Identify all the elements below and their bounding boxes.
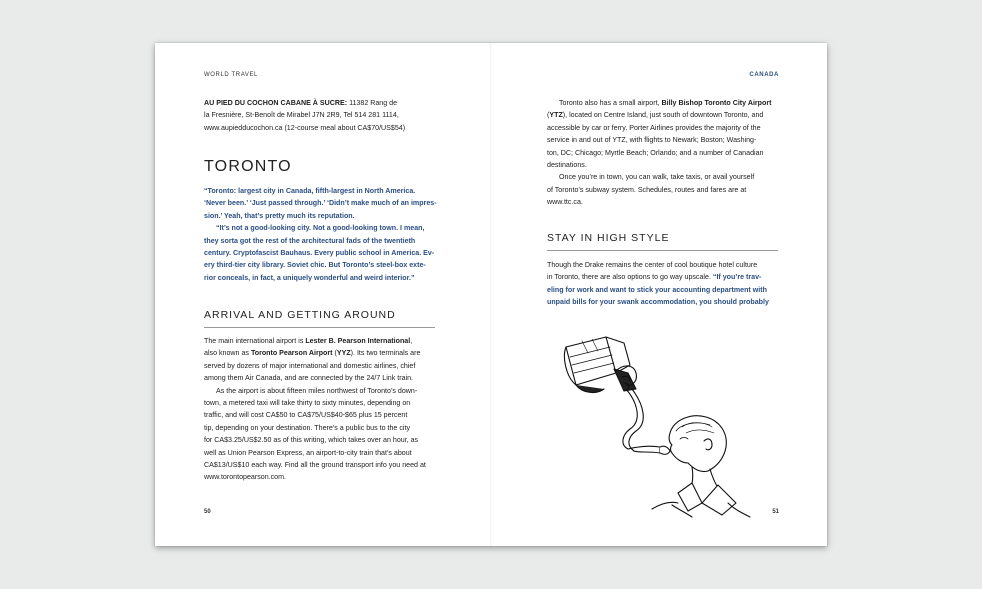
running-head-left: WORLD TRAVEL [204,72,258,78]
hotel-body: Though the Drake remains the center of cool boutique hotel culture in Toronto, there are also options to go way upscale. “If you’re trav- eling for work and want to stick your accounting department with unpaid bills for your swank accommodation, you should probably [547,261,769,307]
airport-body: Toronto also has a small airport, Billy Bishop Toronto City Airport (YTZ), located on Centre Island, just south of downtown Toronto, and accessible by car or ferry. Porter Airlines provides the majority of the service in and out of YTZ, with flights to Newark; Boston; Washing- ton, DC; Chicago; Myrtle Beach; Orlando; and a number of Canadian destinations. Once you’re in town, you can walk, take taxis, or avail yourself of Toronto’s subway system. Schedules, routes and fares are at www.ttc.ca. [547,99,772,207]
section-heading-arrival: ARRIVAL AND GETTING AROUND [204,309,396,321]
pull-quote: “Toronto: largest city in Canada, fifth-largest in North America. ‘Never been.’ ‘Just passed through.’ ‘Didn’t make much of an impres- sion.’ Yeah, that’s pretty much its reputation. “It’s not a good-looking city. Not a good-looking town. I mean, they sorta got the rest of the architectural fads of the twentieth century. Cryptofascist Bauhaus. Every public school in America. Ev- ery third-tier city library. Soviet chic. But Toronto’s steel-box exte- rior conceals, in fact, a uniquely wonderful and weird interior.” [204,187,437,282]
running-head-right: CANADA [749,72,779,78]
restaurant-name: AU PIED DU COCHON CABANE À SUCRE: [204,99,348,107]
tube-drawing [623,389,670,454]
arrival-body: The main international airport is Lester B. Pearson International, also known as Toronto Pearson Airport (YYZ). Its two terminals are served by dozens of major international and domestic airlines, chief among them Air Canada, and are connected by the 24/7 Link train. As the airport is about fifteen miles northwest of Toronto’s down- town, a metered taxi will take thirty to sixty minutes, depending on traffic, and will cost CA$50 to CA$75/US$40-$65 plus 15 percent tip, depending on your destination. There’s a public bus to the city for CA$3.25/US$2.50 as of this writing, which takes over an hour, as well as Union Pearson Express, an airport-to-city train that’s about CA$13/US$10 each way. Find all the ground transport info you need at www.torontopearson.com. [204,337,426,482]
intro-address: AU PIED DU COCHON CABANE À SUCRE: 11382 Rang de la Fresnière, St-Benoît de Mirabel J7N 2R9, Tel 514 281 1114, www.aupiedducochon.ca (12-course meal about CA$70/US$54) [204,99,406,132]
bottle-drawing [564,337,636,392]
section-rule [547,250,778,251]
man-collar-drawing [652,467,750,517]
book-spread [155,43,827,546]
drinking-man-illustration [552,333,754,519]
left-page [155,43,491,546]
page-number-right: 51 [772,509,779,515]
chapter-title: TORONTO [204,158,292,175]
section-heading-stay: STAY IN HIGH STYLE [547,232,670,244]
page-number-left: 50 [204,509,211,515]
section-rule [204,327,435,328]
man-head-drawing [669,416,726,472]
